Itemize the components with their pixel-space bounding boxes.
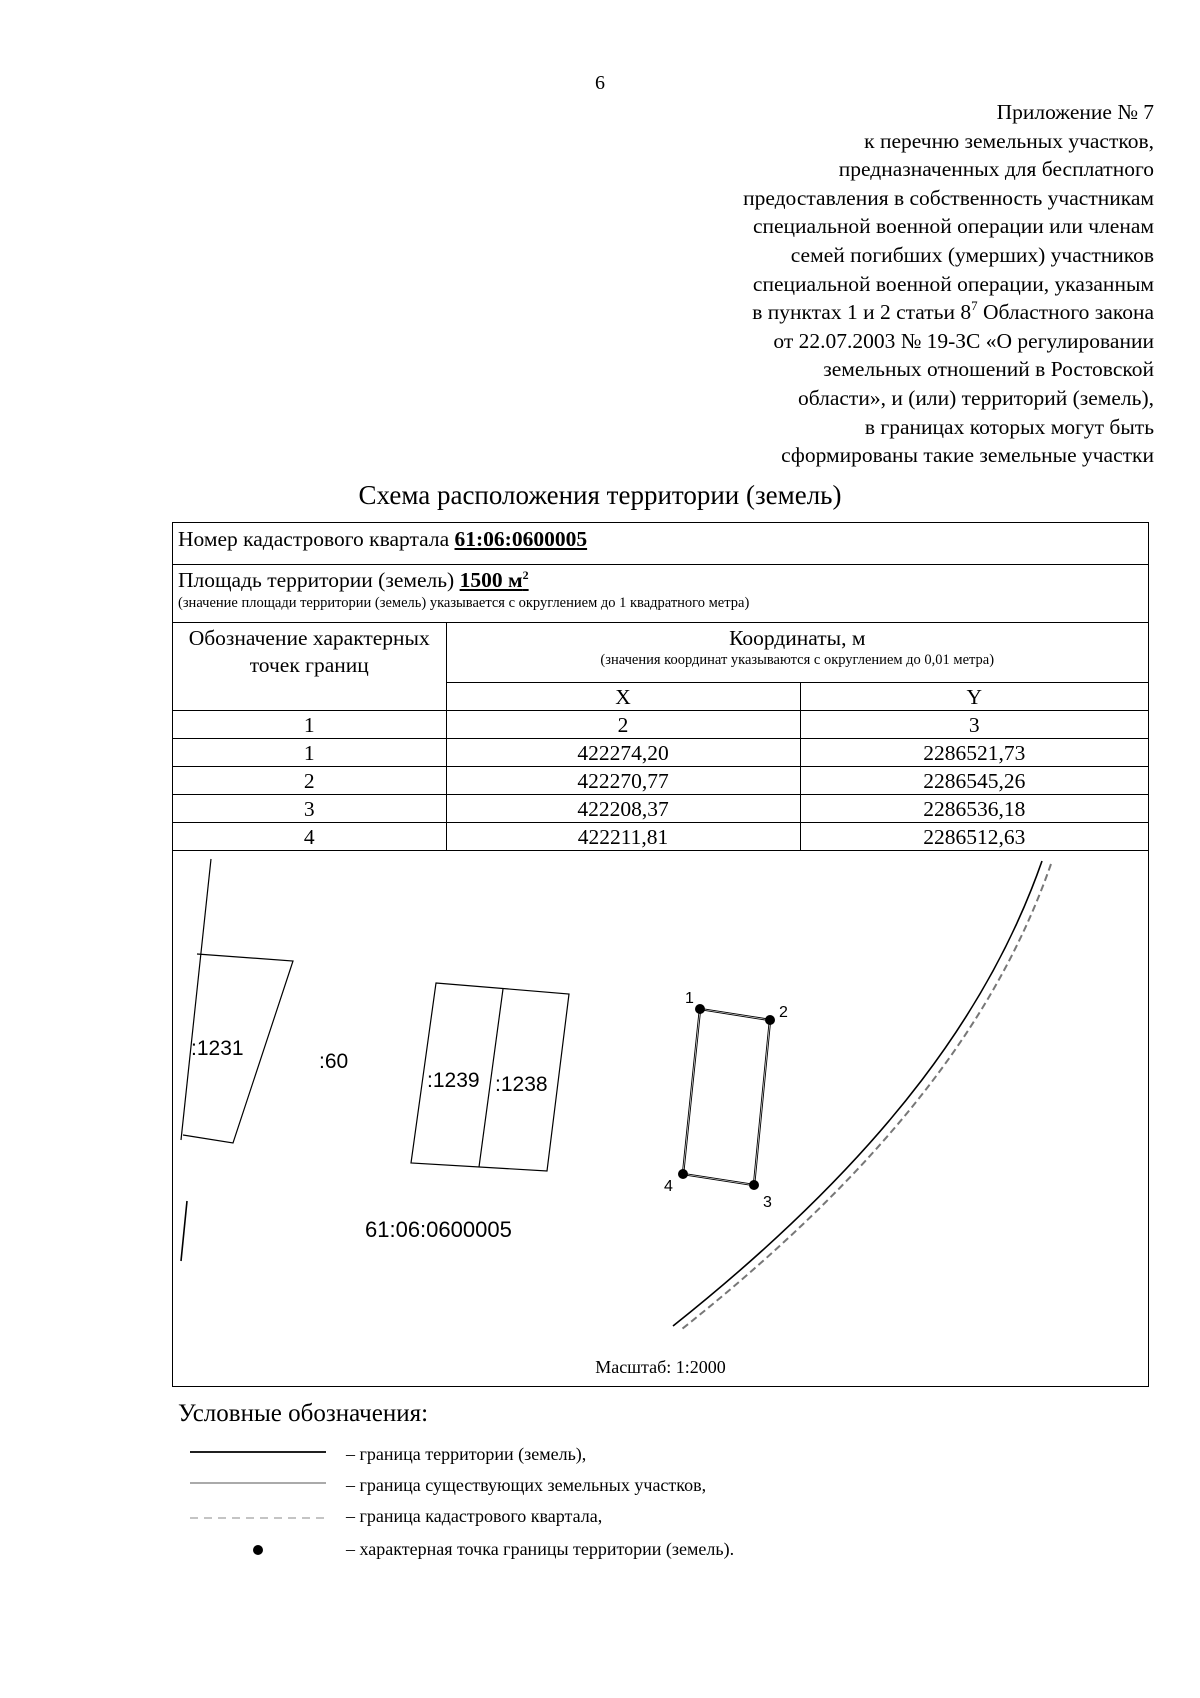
legend-text: – граница существующих земельных участков, bbox=[346, 1475, 707, 1495]
point-id: 3 bbox=[173, 795, 446, 823]
area-note: (значение площади территории (земель) указывается с округлением до 1 квадратного метра) bbox=[178, 595, 750, 611]
parcel-label: :1238 bbox=[495, 1073, 548, 1096]
x-value: 422208,37 bbox=[446, 795, 800, 823]
coords-note: (значения координат указываются с округлением до 0,01 метра) bbox=[600, 652, 995, 668]
legend-item bbox=[190, 1441, 1090, 1469]
coordinates-table bbox=[173, 623, 1148, 851]
map-scale: Масштаб: 1:2000 bbox=[595, 1357, 726, 1377]
area-value: 1500 $м^2$ bbox=[459, 568, 529, 592]
table-row bbox=[173, 823, 1148, 851]
legend-item bbox=[190, 1472, 1090, 1500]
appendix-line: семей погибших (умерших) участников bbox=[790, 242, 1154, 267]
appendix-line: земельных отношений в Ростовской bbox=[823, 357, 1154, 382]
area-label: Площадь территории (земель) bbox=[178, 568, 460, 592]
col-number: 1 bbox=[173, 711, 446, 739]
legend-text: – граница кадастрового квартала, bbox=[346, 1506, 603, 1526]
scheme-frame bbox=[172, 522, 1149, 1387]
location-map bbox=[173, 851, 1148, 1386]
col-number: 3 bbox=[800, 711, 1148, 739]
article-text-after: Областного закона bbox=[977, 300, 1154, 325]
solid-line-icon bbox=[190, 1441, 326, 1469]
appendix-line: Приложение № 7 bbox=[996, 100, 1154, 124]
table-row bbox=[173, 767, 1148, 795]
appendix-line: области», и (или) территорий (земель), bbox=[797, 385, 1154, 410]
legend-item bbox=[190, 1536, 1090, 1564]
appendix-line: предоставления в собственность участникам bbox=[743, 185, 1154, 210]
appendix-line: специальной военной операции, указанным bbox=[752, 271, 1154, 296]
x-value: 422270,77 bbox=[446, 767, 800, 795]
appendix-line: к перечню земельных участков, bbox=[864, 128, 1154, 153]
appendix-line: от 22.07.2003 № 19-ЗС «О регулировании bbox=[773, 328, 1154, 353]
boundary-point bbox=[749, 1180, 759, 1190]
boundary-point bbox=[695, 1004, 705, 1014]
y-value: 2286512,63 bbox=[800, 823, 1148, 851]
parcel-boundary bbox=[181, 859, 211, 1140]
thin-line-icon bbox=[190, 1472, 326, 1500]
boundary-point bbox=[765, 1015, 775, 1025]
y-value: 2286536,18 bbox=[800, 795, 1148, 823]
appendix-line: предназначенных для бесплатного bbox=[838, 157, 1154, 182]
y-header: Y bbox=[800, 683, 1148, 711]
dot-icon bbox=[190, 1536, 326, 1564]
appendix-line: сформированы такие земельные участки bbox=[781, 443, 1154, 468]
points-header: Обозначение характерных точек границ bbox=[173, 623, 446, 711]
parcel-label: :60 bbox=[319, 1050, 349, 1073]
legend-item bbox=[190, 1503, 1090, 1531]
legend-text: – граница территории (земель), bbox=[346, 1444, 587, 1464]
parcel-label: :1239 bbox=[427, 1069, 480, 1092]
dashed-line-icon bbox=[190, 1503, 326, 1531]
coords-header bbox=[446, 623, 1148, 683]
boundary-point bbox=[678, 1169, 688, 1179]
area-unit-superscript: 2 bbox=[522, 568, 529, 582]
quarter-value: 61:06:0600005 bbox=[454, 527, 588, 551]
point-label: 3 bbox=[763, 1194, 772, 1211]
article-text: в пунктах 1 и 2 статьи 8 bbox=[752, 300, 972, 325]
map-drawing bbox=[173, 851, 1148, 1386]
y-value: 2286521,73 bbox=[800, 739, 1148, 767]
quarter-map-label: 61:06:0600005 bbox=[365, 1217, 512, 1242]
point-label: 4 bbox=[664, 1178, 673, 1195]
quarter-label: Номер кадастрового квартала bbox=[178, 527, 455, 551]
x-value: 422211,81 bbox=[446, 823, 800, 851]
page-number: 6 bbox=[595, 72, 605, 94]
article-superscript: 7 bbox=[971, 298, 978, 314]
quarter-row bbox=[173, 523, 1148, 565]
appendix-line-article bbox=[554, 298, 1154, 327]
table-row bbox=[173, 795, 1148, 823]
quarter-boundary-dashed bbox=[682, 864, 1051, 1329]
parcel-boundary bbox=[181, 1201, 187, 1261]
appendix-header bbox=[554, 98, 1154, 470]
appendix-line: в границах которых могут быть bbox=[864, 414, 1154, 439]
legend-text: – характерная точка границы территории (земель). bbox=[346, 1539, 735, 1559]
scheme-title: Схема расположения территории (земель) bbox=[358, 480, 842, 510]
territory-boundary bbox=[683, 1009, 770, 1185]
point-id: 4 bbox=[173, 823, 446, 851]
point-id: 2 bbox=[173, 767, 446, 795]
point-label: 2 bbox=[779, 1004, 788, 1021]
coords-header-title: Координаты, м bbox=[729, 626, 866, 650]
area-row bbox=[173, 565, 1148, 623]
y-value: 2286545,26 bbox=[800, 767, 1148, 795]
col-number: 2 bbox=[446, 711, 800, 739]
table-row bbox=[173, 739, 1148, 767]
quarter-boundary bbox=[673, 861, 1042, 1326]
x-value: 422274,20 bbox=[446, 739, 800, 767]
appendix-line: специальной военной операции или членам bbox=[752, 214, 1154, 239]
point-id: 1 bbox=[173, 739, 446, 767]
parcel-label: :1231 bbox=[191, 1037, 244, 1060]
point-label: 1 bbox=[685, 990, 694, 1007]
x-header: X bbox=[446, 683, 800, 711]
legend-title: Условные обозначения: bbox=[178, 1400, 429, 1427]
table-number-row bbox=[173, 711, 1148, 739]
